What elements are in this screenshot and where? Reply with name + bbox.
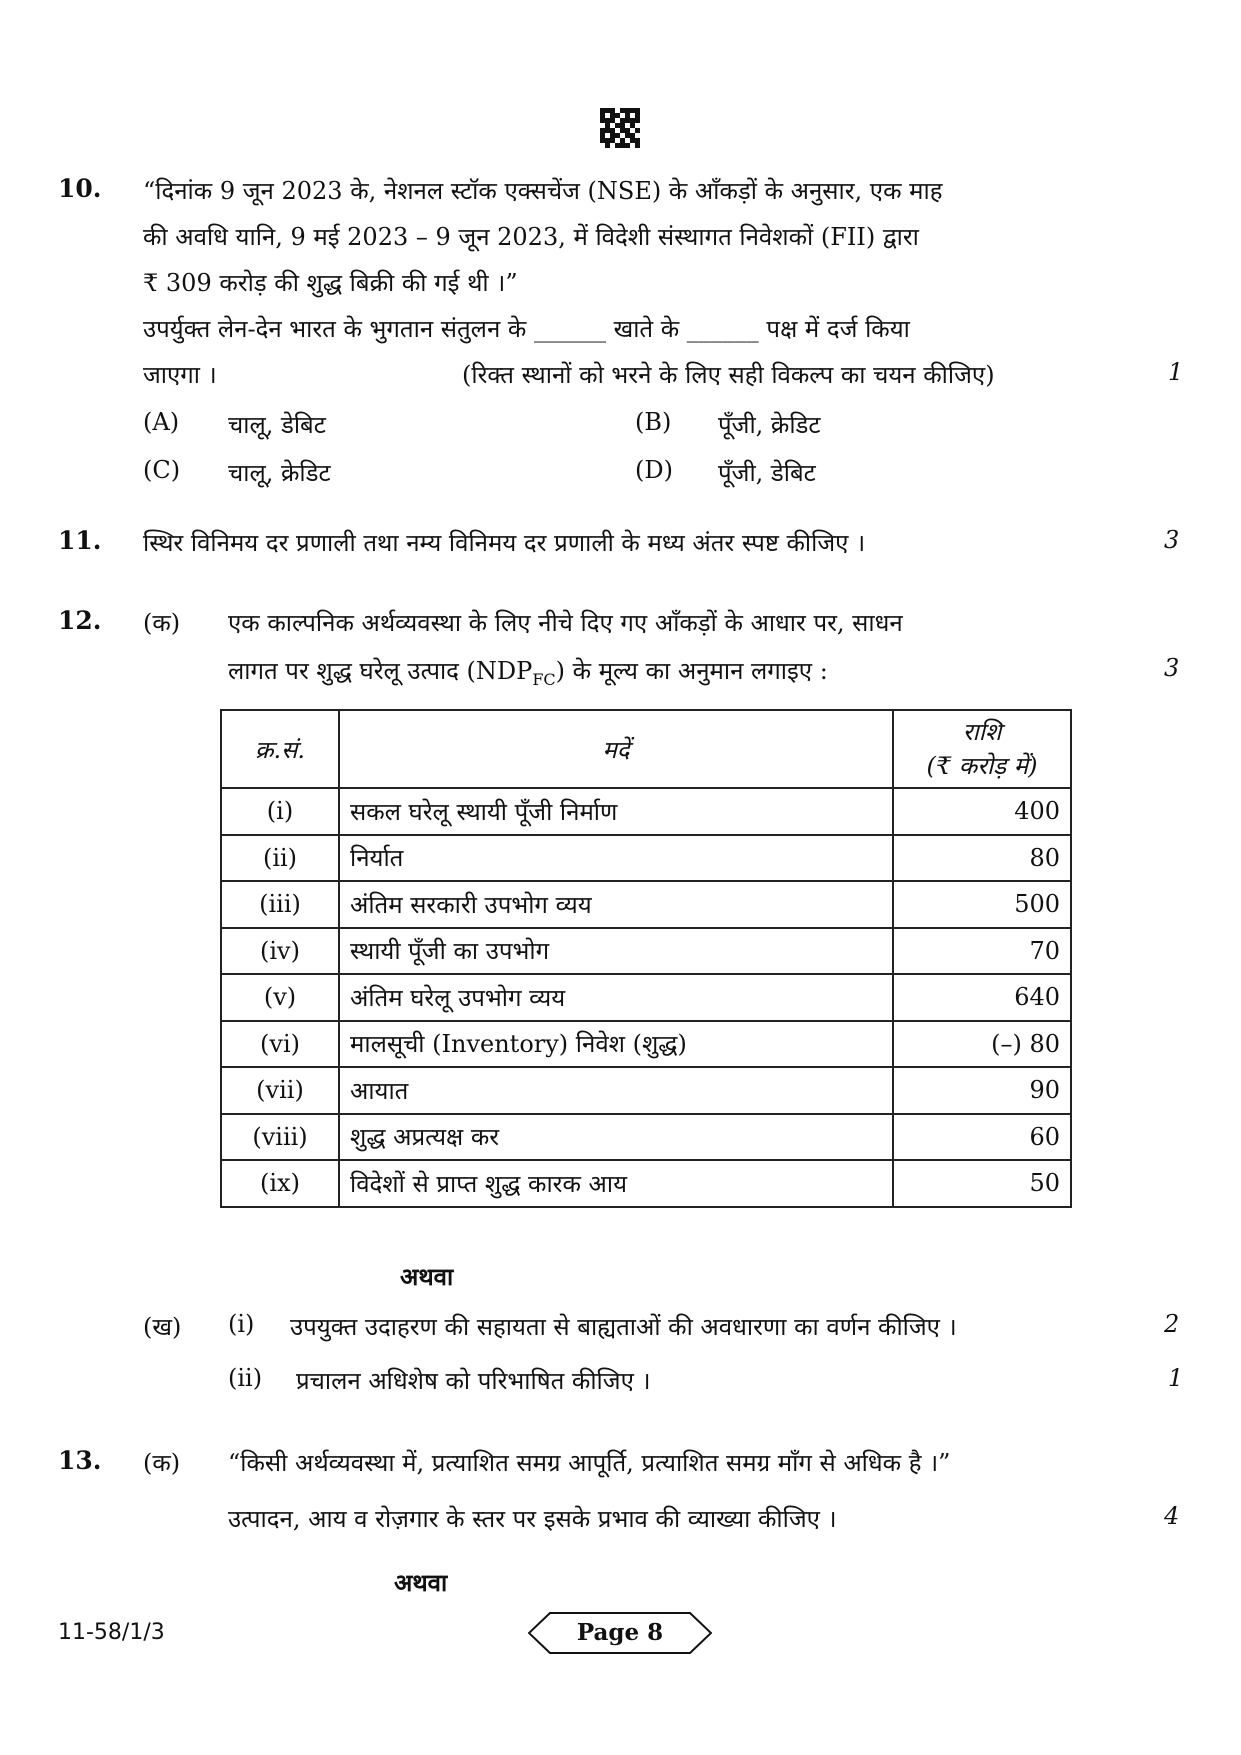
q10-text-line-3: ₹ 309 करोड़ की शुद्ध बिक्री की गई थी ।”: [143, 269, 518, 297]
table-row: [221, 1021, 1071, 1068]
header-amount-unit: (₹ करोड़ में): [926, 752, 1038, 780]
row-amount: 500: [893, 881, 1071, 928]
row-serial: (iii): [221, 881, 339, 928]
row-item: निर्यात: [339, 835, 893, 882]
q10-option-c-label: (C): [143, 456, 181, 484]
q12-text-line-1: एक काल्पनिक अर्थव्यवस्था के लिए नीचे दिए गए आँकड़ों के आधार पर, साधन: [228, 609, 903, 637]
row-item: विदेशों से प्राप्त शुद्ध कारक आय: [339, 1160, 893, 1207]
paper-code: 11-58/1/3: [58, 1620, 165, 1645]
q10-text-line-4: उपर्युक्त लेन-देन भारत के भुगतान संतुलन के ______ खाते के ______ पक्ष में दर्ज किया: [143, 315, 910, 343]
row-amount: 640: [893, 974, 1071, 1021]
row-serial: (vii): [221, 1067, 339, 1114]
table-row: [221, 835, 1071, 882]
table-row: [221, 1114, 1071, 1161]
header-items: मदें: [339, 710, 893, 788]
page-number: Page 8: [576, 1619, 664, 1646]
q10-option-d-text: पूँजी, डेबिट: [718, 459, 816, 487]
q11-marks: 3: [1164, 526, 1180, 554]
row-serial: (ii): [221, 835, 339, 882]
q10-instruction: (रिक्त स्थानों को भरने के लिए सही विकल्प का चयन कीजिए): [462, 361, 995, 389]
q12-or-separator: अथवा: [400, 1262, 454, 1291]
q13-part-a-label: (क): [143, 1449, 181, 1477]
question-number-13: 13.: [58, 1446, 102, 1475]
row-item: सकल घरेलू स्थायी पूँजी निर्माण: [339, 788, 893, 835]
q12-b-ii-text: प्रचालन अधिशेष को परिभाषित कीजिए ।: [296, 1367, 651, 1395]
row-serial: (viii): [221, 1114, 339, 1161]
header-amount: [893, 710, 1071, 788]
table-row: [221, 881, 1071, 928]
table-row: [221, 1160, 1071, 1207]
table-row: [221, 788, 1071, 835]
table-header-row: [221, 710, 1071, 788]
q10-option-d-label: (D): [635, 456, 673, 484]
question-number-10: 10.: [58, 174, 102, 203]
q10-option-a-text: चालू, डेबिट: [228, 411, 326, 439]
row-amount: 90: [893, 1067, 1071, 1114]
row-amount: 50: [893, 1160, 1071, 1207]
q10-text-line-5: जाएगा ।: [143, 361, 217, 389]
row-serial: (iv): [221, 928, 339, 975]
q10-text-line-1: “दिनांक 9 जून 2023 के, नेशनल स्टॉक एक्सचेंज (NSE) के आँकड़ों के अनुसार, एक माह: [143, 177, 943, 205]
row-item: शुद्ध अप्रत्यक्ष कर: [339, 1114, 893, 1161]
q10-option-b-text: पूँजी, क्रेडिट: [718, 411, 821, 439]
table-row: [221, 928, 1071, 975]
q12-text-line-2: [228, 654, 828, 689]
row-serial: (ix): [221, 1160, 339, 1207]
row-item: स्थायी पूँजी का उपभोग: [339, 928, 893, 975]
header-serial: क्र.सं.: [221, 710, 339, 788]
row-item: अंतिम सरकारी उपभोग व्यय: [339, 881, 893, 928]
row-item: आयात: [339, 1067, 893, 1114]
data-table: [220, 709, 1072, 1208]
q13-text-line-1: “किसी अर्थव्यवस्था में, प्रत्याशित समग्र आपूर्ति, प्रत्याशित समग्र माँग से अधिक है ।”: [228, 1449, 951, 1477]
q10-option-a-label: (A): [143, 408, 180, 436]
q13-or-separator: अथवा: [394, 1568, 448, 1597]
q12-b-i-label: (i): [228, 1310, 255, 1338]
q10-option-b-label: (B): [635, 408, 672, 436]
q12-part-b-label: (ख): [143, 1313, 182, 1341]
row-amount: 400: [893, 788, 1071, 835]
header-amount-title: राशि: [962, 718, 1002, 746]
q12-b-ii-label: (ii): [228, 1364, 263, 1392]
table-row: [221, 1067, 1071, 1114]
q12-b-ii-marks: 1: [1168, 1364, 1184, 1392]
q12-part-a-label: (क): [143, 609, 181, 637]
row-amount: 60: [893, 1114, 1071, 1161]
q10-option-c-text: चालू, क्रेडिट: [228, 459, 331, 487]
q12-text-line-2-post: ) के मूल्य का अनुमान लगाइए :: [555, 657, 828, 685]
q12-text-line-2-pre: लागत पर शुद्ध घरेलू उत्पाद (NDP: [228, 657, 533, 685]
q12-b-i-text: उपयुक्त उदाहरण की सहायता से बाह्यताओं की अवधारणा का वर्णन कीजिए ।: [290, 1313, 957, 1341]
row-item: मालसूची (Inventory) निवेश (शुद्ध): [339, 1021, 893, 1068]
q12-b-i-marks: 2: [1164, 1310, 1180, 1338]
row-serial: (v): [221, 974, 339, 1021]
page-number-box: [528, 1612, 712, 1654]
q13-text-line-2: उत्पादन, आय व रोज़गार के स्तर पर इसके प्रभाव की व्याख्या कीजिए ।: [228, 1505, 837, 1533]
q12-marks: 3: [1164, 654, 1180, 682]
row-amount: 80: [893, 835, 1071, 882]
row-amount: 70: [893, 928, 1071, 975]
q11-text: स्थिर विनिमय दर प्रणाली तथा नम्य विनिमय दर प्रणाली के मध्य अंतर स्पष्ट कीजिए ।: [143, 529, 866, 557]
qr-code: [600, 108, 640, 150]
q13-marks: 4: [1164, 1502, 1180, 1530]
row-serial: (vi): [221, 1021, 339, 1068]
row-item: अंतिम घरेलू उपभोग व्यय: [339, 974, 893, 1021]
row-amount: (–) 80: [893, 1021, 1071, 1068]
question-number-11: 11.: [58, 526, 102, 555]
q12-subscript: FC: [532, 669, 556, 689]
q10-marks: 1: [1168, 358, 1184, 386]
q10-text-line-2: की अवधि यानि, 9 मई 2023 – 9 जून 2023, में विदेशी संस्थागत निवेशकों (FII) द्वारा: [143, 223, 919, 251]
row-serial: (i): [221, 788, 339, 835]
question-number-12: 12.: [58, 606, 102, 635]
table-row: [221, 974, 1071, 1021]
